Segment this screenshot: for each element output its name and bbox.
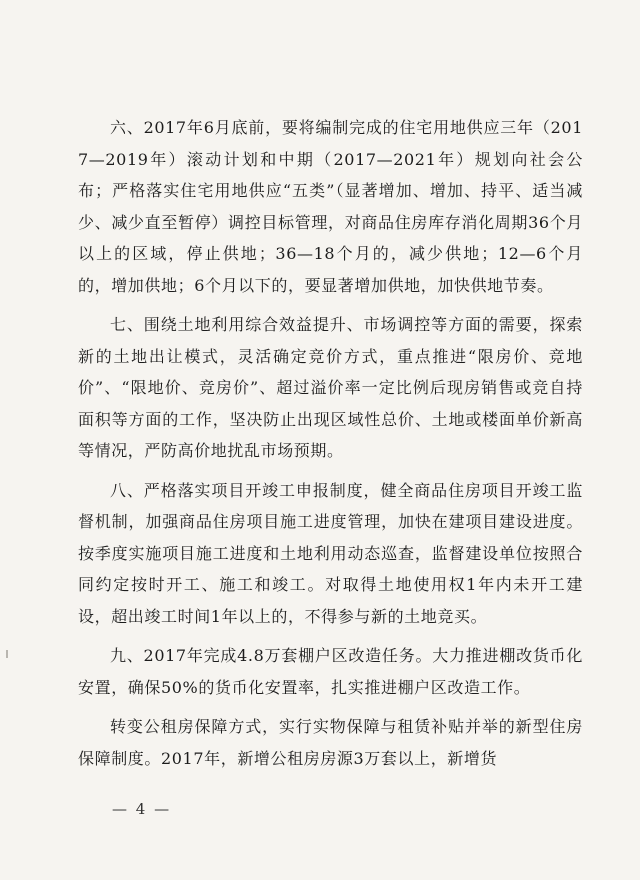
paragraph-nine: 九、2017年完成4.8万套棚户区改造任务。大力推进棚改货币化安置，确保50%的货币化安置率，扎实推进棚户区改造工作。	[78, 646, 583, 697]
paragraph-eight: 八、严格落实项目开竣工申报制度，健全商品住房项目开竣工监督机制，加强商品住房项目施工进度管理，加快在建项目建设进度。按季度实施项目施工进度和土地利用动态巡查，监督建设单位按照合同约定按时开工、施工和竣工。对取得土地使用权1年内未开工建设，超出竣工时间1年以上的，不得参与新的土地竞买。	[78, 480, 583, 626]
page-number: — 4 —	[112, 800, 172, 818]
document-body	[78, 112, 583, 782]
paragraph-public-rental: 转变公租房保障方式，实行实物保障与租赁补贴并举的新型住房保障制度。2017年，新增公租房房源3万套以上，新增货	[78, 717, 583, 768]
paragraph-six: 六、2017年6月底前，要将编制完成的住宅用地供应三年（2017—2019年）滚动计划和中期（2017—2021年）规划向社会公布；严格落实住宅用地供应“五类”（显著增加、增加、持平、适当减少、减少直至暂停）调控目标管理，对商品住房库存消化周期36个月以上的区域，停止供地；36—18个月的，减少供地；12—6个月的，增加供地；6个月以下的，要显著增加供地，加快供地节奏。	[78, 118, 583, 295]
scan-edge-mark	[6, 650, 8, 658]
paragraph-seven: 七、围绕土地利用综合效益提升、市场调控等方面的需要，探索新的土地出让模式，灵活确定竞价方式，重点推进“限房价、竞地价”、“限地价、竞房价”、超过溢价率一定比例后现房销售或竞自持面积等方面的工作，坚决防止出现区域性总价、土地或楼面单价新高等情况，严防高价地扰乱市场预期。	[78, 315, 583, 460]
